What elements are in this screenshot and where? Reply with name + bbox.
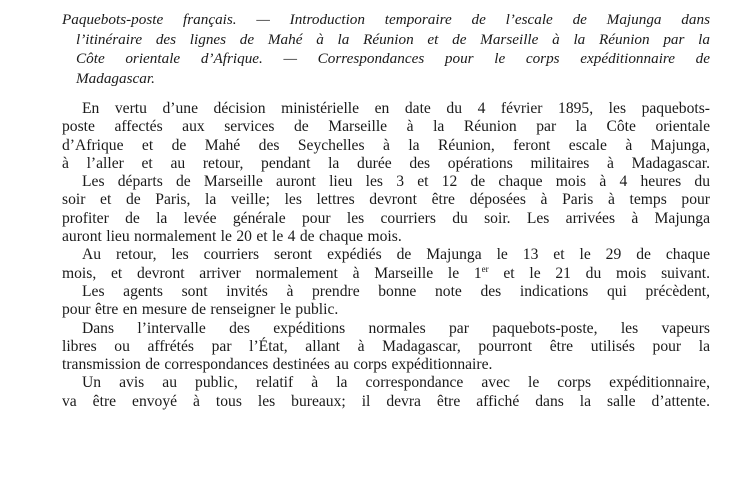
paragraph-line: Un avis au public, relatif à la correspondance avec le corps expéditionnaire, bbox=[82, 374, 710, 392]
superscript-ordinal: er bbox=[481, 263, 489, 274]
paragraph-line: profiter de la levée générale pour les courriers du soir. Les arrivées à Majunga bbox=[62, 209, 710, 227]
paragraph-decision bbox=[62, 100, 710, 173]
paragraph-line-composite bbox=[62, 265, 710, 283]
paragraph-departures bbox=[62, 173, 710, 246]
paragraph-line: Les agents sont invités à prendre bonne note des indications qui précèdent, bbox=[82, 282, 710, 300]
paragraph-interval bbox=[62, 320, 710, 375]
document-page bbox=[62, 10, 710, 411]
paragraph-line: d’Afrique et de Mahé des Seychelles à la Réunion, feront escale à Majunga, bbox=[62, 136, 710, 154]
paragraph-return bbox=[62, 246, 710, 283]
paragraph-line: Au retour, les courriers seront expédiés de Majunga le 13 et le 29 de chaque bbox=[82, 246, 710, 264]
heading-line: Madagascar. bbox=[76, 69, 155, 87]
paragraph-line: soir et de Paris, la veille; les lettres devront être déposées à Paris à temps pour bbox=[62, 191, 710, 209]
paragraph-line: à l’aller et au retour, pendant la durée des opérations militaires à Madagascar. bbox=[62, 154, 710, 172]
document-body bbox=[62, 100, 710, 411]
heading-line: Côte orientale d’Afrique. — Correspondances pour le corps expéditionnaire de bbox=[76, 50, 710, 67]
paragraph-line: Dans l’intervalle des expéditions normales par paquebots-poste, les vapeurs bbox=[82, 319, 710, 337]
paragraph-line: En vertu d’une décision ministérielle en date du 4 février 1895, les paquebots- bbox=[82, 100, 710, 117]
paragraph-line: poste affectés aux services de Marseille à la Réunion par la Côte orientale bbox=[62, 118, 710, 136]
paragraph-line: va être envoyé à tous les bureaux; il devra être affiché dans la salle d’attente. bbox=[62, 392, 710, 410]
paragraph-line: libres ou affrétés par l’État, allant à Madagascar, pourront être utilisés pour la bbox=[62, 337, 710, 355]
paragraph-line: Les départs de Marseille auront lieu les 3 et 12 de chaque mois à 4 heures du bbox=[82, 173, 710, 191]
paragraph-line: pour être en mesure de renseigner le public. bbox=[62, 301, 339, 319]
heading-line: Paquebots-poste français. — Introduction temporaire de l’escale de Majunga dans bbox=[62, 11, 710, 28]
paragraph-notice bbox=[62, 374, 710, 411]
paragraph-line: auront lieu normalement le 20 et le 4 de chaque mois. bbox=[62, 228, 402, 246]
paragraph-line: transmission de correspondances destinées au corps expéditionnaire. bbox=[62, 356, 493, 374]
document-heading bbox=[62, 10, 710, 88]
heading-line: l’itinéraire des lignes de Mahé à la Réunion et de Marseille à la Réunion par la bbox=[76, 30, 710, 48]
paragraph-line-part: et le 21 du mois suivant. bbox=[488, 264, 711, 282]
paragraph-agents bbox=[62, 283, 710, 320]
paragraph-line-part: mois, et devront arriver normalement à Marseille le 1 bbox=[62, 264, 482, 282]
